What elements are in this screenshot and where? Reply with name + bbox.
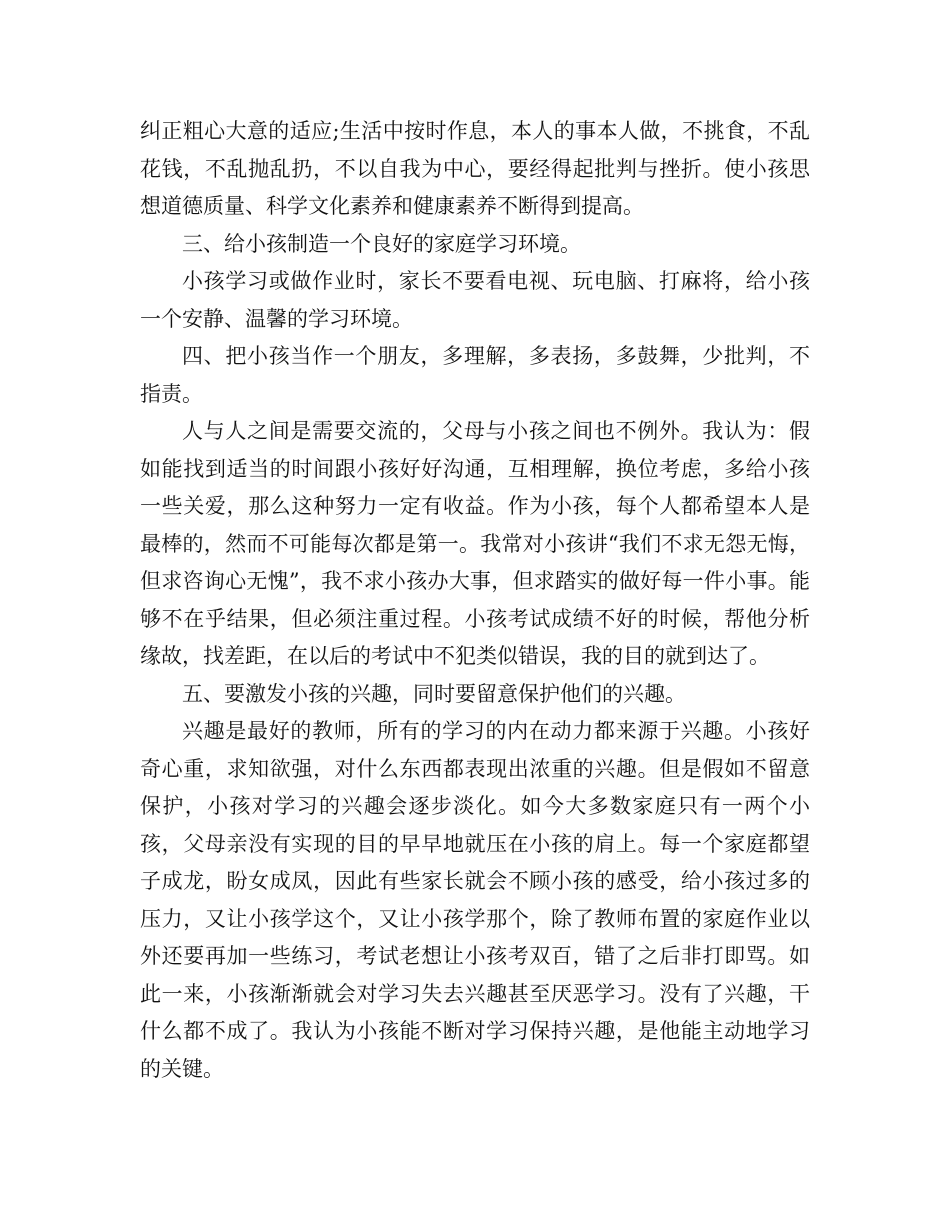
- heading-five: 五、要激发小孩的兴趣，同时要留意保护他们的兴趣。: [182, 681, 686, 706]
- paragraph-communication: 人与人之间是需要交流的，父母与小孩之间也不例外。我认为：假如能找到适当的时间跟小孩好好沟通，互相理解，换位考虑，多给小孩一些关爱，那么这种努力一定有收益。作为小孩，每个人都希望本人是最棒的，然而不可能每次都是第一。我常对小孩讲“我们不求无怨无悔，但求咨询心无愧”，我不求小孩办大事，但求踏实的做好每一件小事。能够不在乎结果，但必须注重过程。小孩考试成绩不好的时候，帮他分析缘故，找差距，在以后的考试中不犯类似错误，我的目的就到达了。: [140, 419, 810, 668]
- paragraph-continuation: 纠正粗心大意的适应;生活中按时作息，本人的事本人做，不挑食，不乱花钱，不乱抛乱扔，不以自我为中心，要经得起批判与挫折。使小孩思想道德质量、科学文化素养和健康素养不断得到提高。: [140, 119, 810, 218]
- heading-three: 三、给小孩制造一个良好的家庭学习环境。: [182, 231, 581, 256]
- document-body: [140, 113, 810, 1088]
- heading-four: 四、把小孩当作一个朋友，多理解，多表扬，多鼓舞，少批判，不指责。: [140, 344, 810, 406]
- paragraph-interest: 兴趣是最好的教师，所有的学习的内在动力都来源于兴趣。小孩好奇心重，求知欲强，对什么东西都表现出浓重的兴趣。但是假如不留意保护，小孩对学习的兴趣会逐步淡化。如今大多数家庭只有一两个小孩，父母亲没有实现的目的早早地就压在小孩的肩上。每一个家庭都望子成龙，盼女成凤，因此有些家长就会不顾小孩的感受，给小孩过多的压力，又让小孩学这个，又让小孩学那个，除了教师布置的家庭作业以外还要再加一些练习，考试老想让小孩考双百，错了之后非打即骂。如此一来，小孩渐渐就会对学习失去兴趣甚至厌恶学习。没有了兴趣，干什么都不成了。我认为小孩能不断对学习保持兴趣，是他能主动地学习的关键。: [140, 719, 810, 1081]
- paragraph-learning-environment: 小孩学习或做作业时，家长不要看电视、玩电脑、打麻将，给小孩一个安静、温馨的学习环境。: [140, 269, 810, 331]
